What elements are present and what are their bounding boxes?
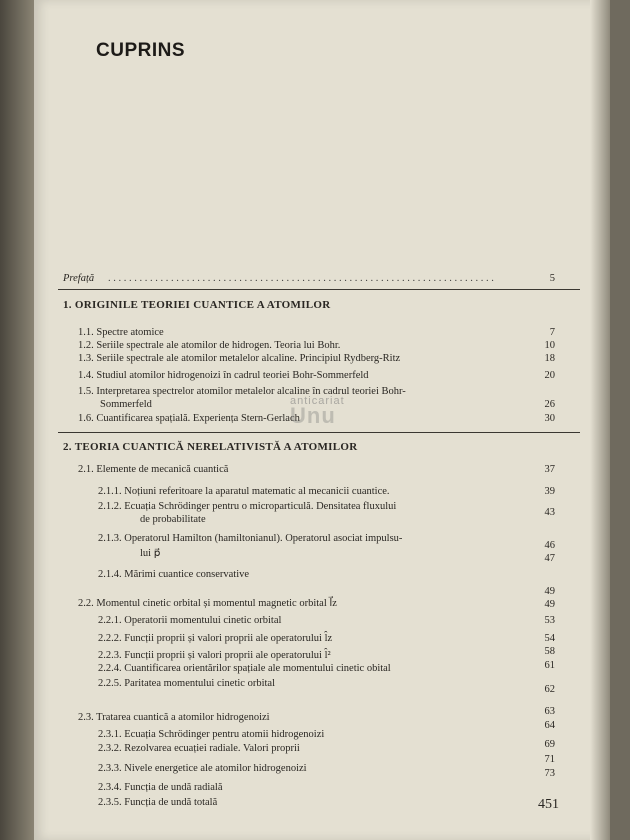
toc-page-number: 63	[544, 706, 555, 717]
chapter-1-title: 1. ORIGINILE TEORIEI CUANTICE A ATOMILOR	[63, 299, 331, 311]
toc-section-2-3: 2.3. Tratarea cuantică a atomilor hidrogenoizi	[78, 712, 270, 723]
toc-entry-1-3: 1.3. Seriile spectrale ale atomilor metalelor alcaline. Principiul Rydberg-Ritz	[78, 353, 401, 364]
toc-entry-2-2-5: 2.2.5. Paritatea momentului cinetic orbital	[98, 678, 275, 689]
toc-entry-2-1-2-cont: de probabilitate	[140, 514, 206, 525]
toc-page-number: 61	[544, 660, 555, 671]
toc-page-number: 71	[544, 754, 555, 765]
toc-page-number: 20	[544, 370, 555, 381]
page-edge-shadow	[590, 0, 610, 840]
toc-page-number: 69	[544, 739, 555, 750]
page-title: CUPRINS	[96, 40, 186, 61]
toc-entry-1-4: 1.4. Studiul atomilor hidrogenoizi în cadrul teoriei Bohr-Sommerfeld	[78, 370, 369, 381]
toc-page-number: 73	[544, 768, 555, 779]
toc-page-number: 39	[544, 486, 555, 497]
toc-entry-2-1-3-cont: lui p⃗	[140, 548, 161, 559]
toc-page-number: 5	[549, 273, 555, 284]
toc-page-number: 46	[544, 540, 555, 551]
toc-page-number: 54	[544, 633, 555, 644]
toc-entry-2-3-3: 2.3.3. Nivele energetice ale atomilor hidrogenoizi	[98, 763, 307, 774]
toc-entry-2-3-5: 2.3.5. Funcția de undă totală	[98, 797, 218, 808]
toc-page-number: 26	[544, 399, 555, 410]
toc-entry-1-1: 1.1. Spectre atomice	[78, 327, 164, 338]
toc-page-number: 64	[544, 720, 555, 731]
toc-entry-2-2-4: 2.2.4. Cuantificarea orientărilor spațiale ale momentului cinetic obital	[98, 663, 391, 674]
toc-page-number: 58	[544, 646, 555, 657]
watermark-big-text: Unu	[290, 403, 336, 428]
toc-entry-2-2-2: 2.2.2. Funcții proprii și valori proprii ale operatorului l̂z	[98, 633, 333, 644]
toc-entry-1-5-cont: Sommerfeld	[100, 399, 152, 410]
toc-entry-2-3-4: 2.3.4. Funcția de undă radială	[98, 782, 223, 793]
toc-page-number: 49	[544, 586, 555, 597]
toc-page-number: 37	[544, 464, 555, 475]
toc-page-number: 47	[544, 553, 555, 564]
toc-page-number: 49	[544, 599, 555, 610]
toc-page-number: 62	[544, 684, 555, 695]
toc-entry-1-5: 1.5. Interpretarea spectrelor atomilor metalelor alcaline în cadrul teoriei Bohr-	[78, 386, 406, 397]
toc-section-2-2: 2.2. Momentul cinetic orbital și momentul magnetic orbital l⃗z	[78, 598, 337, 609]
toc-section-2-1: 2.1. Elemente de mecanică cuantică	[78, 464, 229, 475]
toc-entry-2-1-3: 2.1.3. Operatorul Hamilton (hamiltonianul). Operatorul asociat impulsu-	[98, 533, 403, 544]
toc-page-number: 30	[544, 413, 555, 424]
toc-leader-dots: . . . . . . . . . . . . . . . . . . . . . . . . . . . . . . . . . . . . . . . . . . . . . . . . . . . . . . . . . . . . . . . . . . . . . . . . . .	[108, 273, 494, 284]
toc-page-number: 7	[549, 327, 555, 338]
page-number: 451	[538, 797, 559, 812]
toc-entry-2-1-1: 2.1.1. Noțiuni referitoare la aparatul matematic al mecanicii cuantice.	[98, 486, 390, 497]
toc-entry-1-6: 1.6. Cuantificarea spațială. Experiența Stern-Gerlach	[78, 413, 300, 424]
toc-entry-2-2-3: 2.2.3. Funcții proprii și valori proprii ale operatorului l̂²	[98, 650, 331, 661]
watermark-small-text: anticariat	[290, 395, 345, 407]
toc-entry-2-1-4: 2.1.4. Mărimi cuantice conservative	[98, 569, 250, 580]
watermark	[290, 395, 345, 429]
toc-page-number: 10	[544, 340, 555, 351]
toc-page-number: 43	[544, 507, 555, 518]
toc-entry-2-3-1: 2.3.1. Ecuația Schrödinger pentru atomii hidrogenoizi	[98, 729, 325, 740]
toc-preface-label: Prefață	[63, 273, 95, 284]
toc-entry-2-3-2: 2.3.2. Rezolvarea ecuației radiale. Valori proprii	[98, 743, 300, 754]
toc-entry-2-2-1: 2.2.1. Operatorii momentului cinetic orbital	[98, 615, 282, 626]
toc-entry-1-2: 1.2. Seriile spectrale ale atomilor de hidrogen. Teoria lui Bohr.	[78, 340, 341, 351]
toc-page-number: 18	[544, 353, 555, 364]
toc-entry-2-1-2: 2.1.2. Ecuația Schrödinger pentru o microparticulă. Densitatea fluxului	[98, 501, 397, 512]
book-spine-shadow	[0, 0, 34, 840]
toc-page-number: 53	[544, 615, 555, 626]
chapter-2-title: 2. TEORIA CUANTICĂ NERELATIVISTĂ A ATOMILOR	[63, 441, 358, 453]
section-divider	[58, 289, 580, 290]
section-divider	[58, 432, 580, 433]
